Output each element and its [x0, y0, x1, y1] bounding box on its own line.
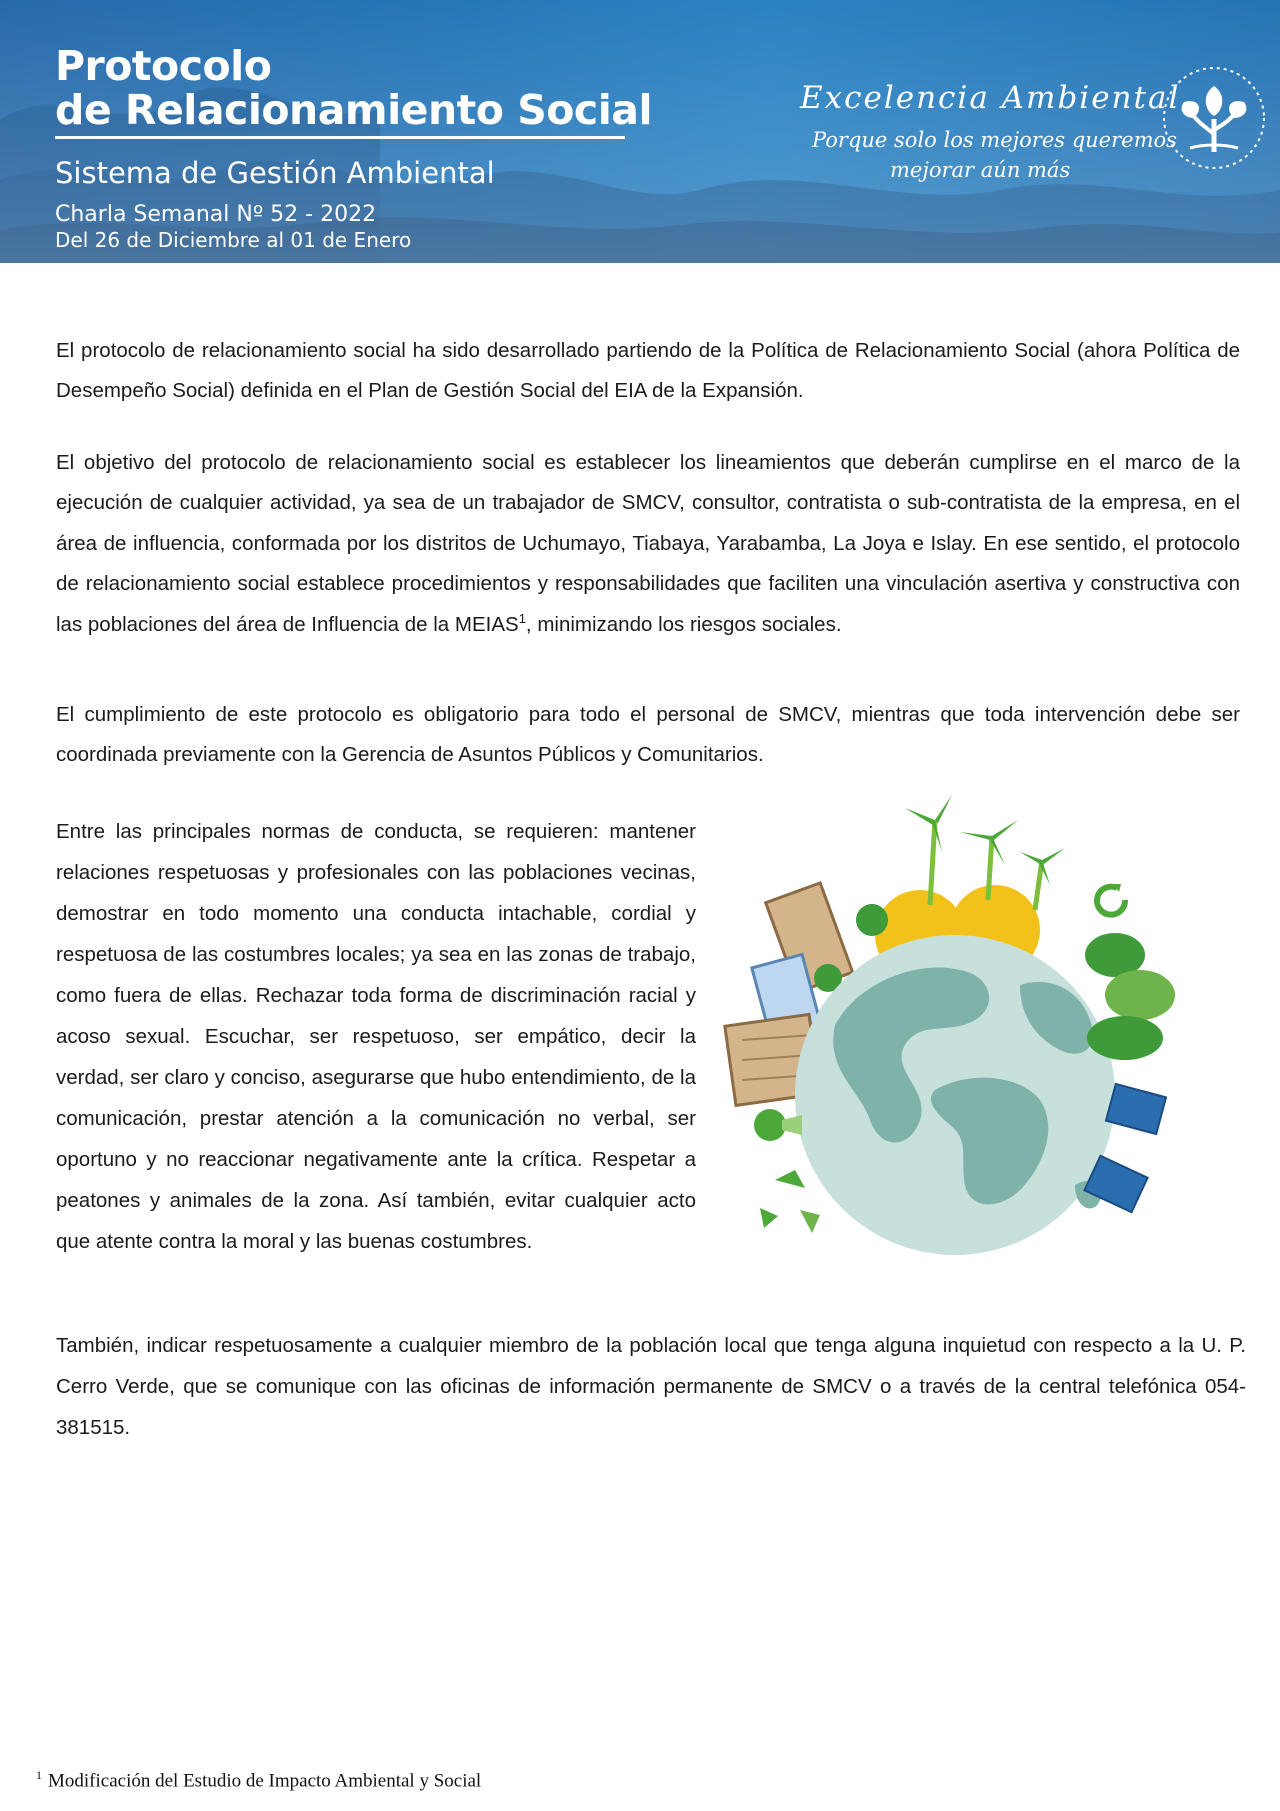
footnote-ref: 1 [518, 610, 526, 626]
footnote [36, 1768, 481, 1792]
title-underline [55, 136, 625, 139]
tagline-line-1: Porque solo los mejores queremos [812, 128, 1177, 152]
title-line-1: Protocolo [55, 42, 272, 90]
brand-name: Excelencia Ambiental [800, 80, 1181, 116]
title-line-2: de Relacionamiento Social [55, 86, 652, 134]
paragraph-3: El cumplimiento de este protocolo es obligatorio para todo el personal de SMCV, mientras que toda intervención debe ser coordinada previamente con la Gerencia de Asuntos Públicos y Comunitarios. [56, 702, 1240, 766]
tagline-line-2: mejorar aún más [890, 158, 1071, 182]
subtitle: Sistema de Gestión Ambiental [55, 156, 495, 190]
paragraph-4: Entre las principales normas de conducta, se requieren: mantener relaciones respetuosas y profesionales con las poblaciones vecinas, demostrar en todo momento una conducta intachable, cordial y respetuosa de las costumbres locales; ya sea en las zonas de trabajo, como fuera de ellas. Rechazar toda forma de discriminación racial y acoso sexual. Escuchar, ser respetuoso, ser empático, decir la verdad, ser claro y conciso, asegurarse que hubo entendimiento, de la comunicación, prestar atención a la comunicación no verbal, ser oportuno y no reaccionar negativamente ante la crítica. Respetar a peatones y animales de la zona. Así también, evitar cualquier acto que atente contra la moral y las buenas costumbres. [56, 819, 696, 1253]
date-range: Del 26 de Diciembre al 01 de Enero [55, 228, 412, 252]
paragraph-1: El protocolo de relacionamiento social ha sido desarrollado partiendo de la Política de Relacionamiento Social (ahora Política de Desempeño Social) definida en el Plan de Gestión Social del EIA de la Expansión. [56, 338, 1240, 402]
paragraph-2 [56, 443, 1240, 646]
paragraph-2-main: El objetivo del protocolo de relacionamiento social es establecer los lineamientos que deberán cumplirse en el marco de la ejecución de cualquier actividad, ya sea de un trabajador de SMCV, consultor, contratista o sub-contratista de la empresa, en el área de influencia, conformada por los distritos de Uchumayo, Tiabaya, Yarabamba, La Joya e Islay. En ese sentido, el protocolo de relacionamiento social establece procedimientos y responsabilidades que faciliten una vinculación asertiva y constructiva con las poblaciones del área de Influencia de la MEIAS [56, 450, 1240, 636]
charla-number: Charla Semanal Nº 52 - 2022 [55, 202, 377, 227]
paragraph-2-end: , minimizando los riesgos sociales. [525, 612, 842, 636]
tree-leaf-icon [1160, 64, 1268, 172]
eco-globe-illustration [720, 790, 1190, 1255]
footnote-number: 1 [36, 1768, 42, 1782]
paragraph-5: También, indicar respetuosamente a cualquier miembro de la población local que tenga alguna inquietud con respecto a la U. P. Cerro Verde, que se comunique con las oficinas de información permanente de SMCV o a través de la central telefónica 054-381515. [56, 1333, 1246, 1439]
header-banner [0, 0, 1280, 263]
footnote-text: Modificación del Estudio de Impacto Ambiental y Social [48, 1770, 482, 1792]
